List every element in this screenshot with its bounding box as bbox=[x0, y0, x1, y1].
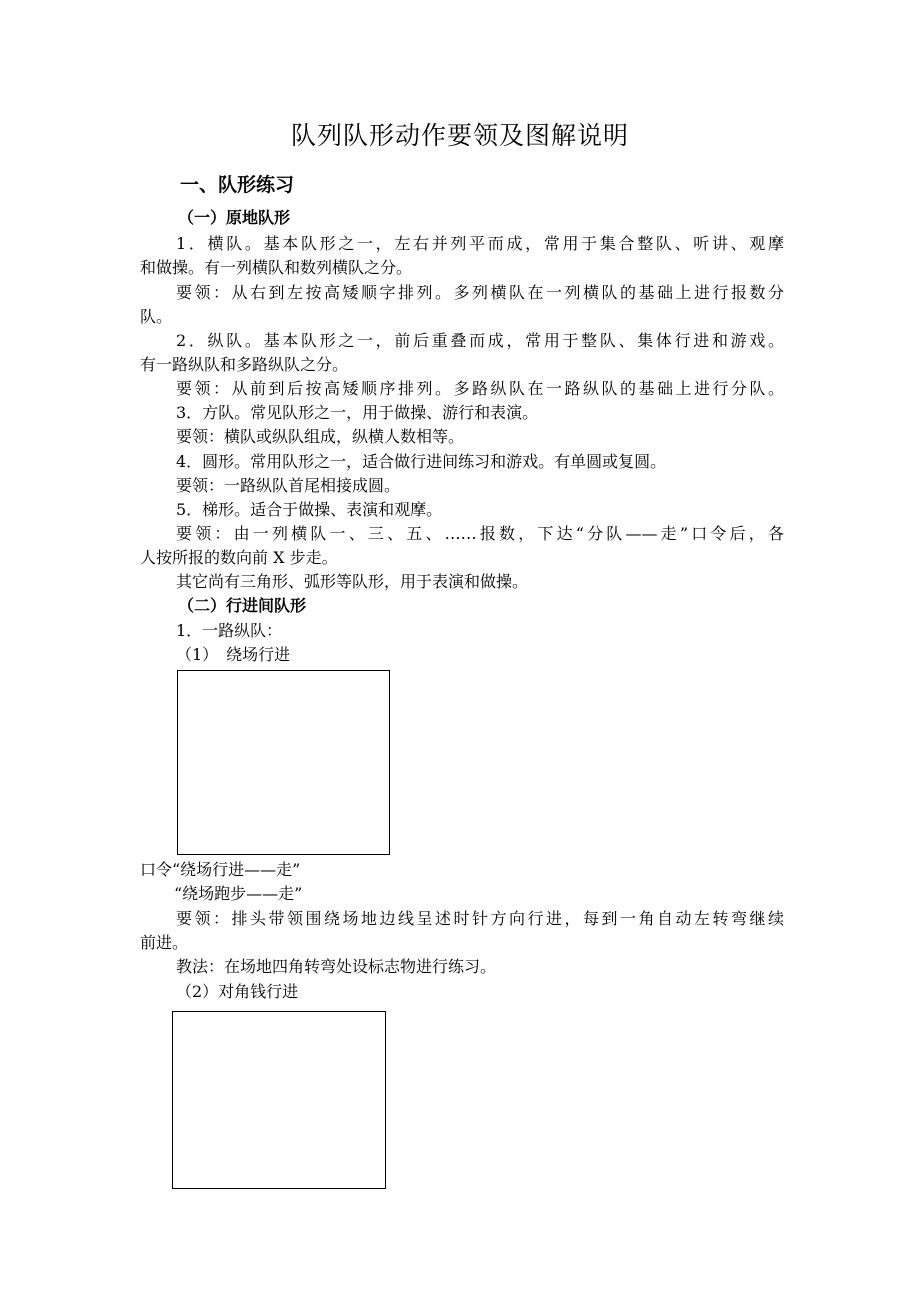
paragraph-line: 3．方队。常见队形之一，用于做操、游行和表演。 bbox=[176, 403, 539, 422]
diagram-placeholder-around-field bbox=[177, 670, 390, 855]
paragraph-line: 队。 bbox=[140, 307, 173, 326]
paragraph-line: 人按所报的数向前 X 步走。 bbox=[140, 548, 338, 567]
part-label-around-field: （1） 绕场行进 bbox=[176, 645, 291, 664]
paragraph-line: 5．梯形。适合于做操、表演和观摩。 bbox=[176, 500, 443, 519]
paragraph-line: 要领：从前到后按高矮顺序排列。多路纵队在一路纵队的基础上进行分队。 bbox=[176, 379, 784, 398]
paragraph-line: 和做操。有一列横队和数列横队之分。 bbox=[140, 258, 413, 277]
paragraph-line: 1．横队。基本队形之一，左右并列平而成，常用于集合整队、听讲、观摩 bbox=[176, 234, 784, 253]
paragraph-line: 教法：在场地四角转弯处设标志物进行练习。 bbox=[176, 957, 497, 976]
paragraph-line: 有一路纵队和多路纵队之分。 bbox=[140, 355, 349, 374]
paragraph-line: 要领：从右到左按高矮顺字排列。多列横队在一列横队的基础上进行报数分 bbox=[176, 283, 784, 302]
command-line: “绕场跑步——走” bbox=[174, 884, 303, 903]
diagram-placeholder-diagonal bbox=[172, 1011, 386, 1189]
part-label-diagonal: （2）对角钱行进 bbox=[176, 982, 299, 1001]
paragraph-line: 前进。 bbox=[140, 933, 189, 952]
paragraph-line: 4．圆形。常用队形之一，适合做行进间练习和游戏。有单圆或复圆。 bbox=[176, 452, 667, 471]
paragraph-line: 要领：一路纵队首尾相接成圆。 bbox=[176, 476, 401, 495]
section-heading-formation-practice: 一、队形练习 bbox=[180, 174, 295, 196]
item-single-column: 1．一路纵队： bbox=[176, 621, 283, 640]
paragraph-line: 要领：排头带领围绕场地边线呈述时针方向行进，每到一角自动左转弯继续 bbox=[176, 909, 784, 928]
command-line: 口令“绕场行进——走” bbox=[140, 860, 301, 879]
paragraph-line: 要领：由一列横队一、三、五、……报数，下达“分队——走”口令后，各 bbox=[176, 524, 784, 543]
page-title: 队列队形动作要领及图解说明 bbox=[290, 121, 629, 150]
paragraph-line: 要领：横队或纵队组成，纵横人数相等。 bbox=[176, 427, 465, 446]
paragraph-line: 2．纵队。基本队形之一，前后重叠而成，常用于整队、集体行进和游戏。 bbox=[176, 331, 784, 350]
subsection-heading-marching: （二）行进间队形 bbox=[178, 596, 307, 615]
paragraph-line: 其它尚有三角形、弧形等队形，用于表演和做操。 bbox=[176, 572, 529, 591]
subsection-heading-stationary: （一）原地队形 bbox=[178, 208, 291, 227]
